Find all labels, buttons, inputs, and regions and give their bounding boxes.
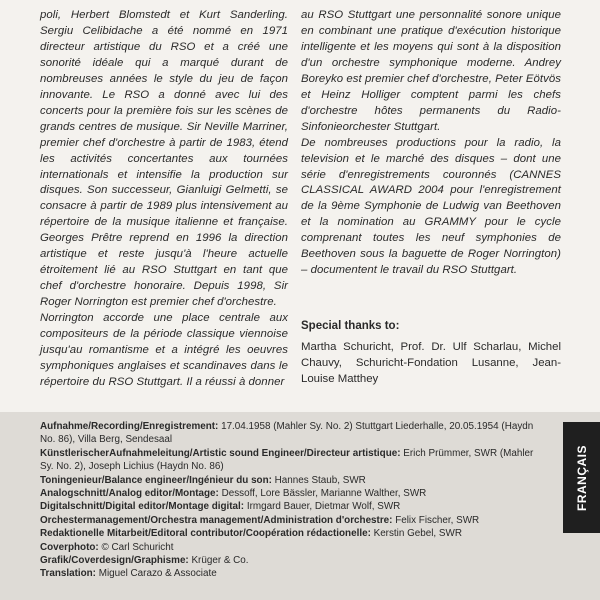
credit-label: KünstlerischerAufnahmeleitung/Artistic sound Engineer/Directeur artistique: (40, 447, 401, 459)
credit-value: © Carl Schuricht (98, 541, 174, 553)
special-thanks-text: Martha Schuricht, Prof. Dr. Ulf Scharlau, Michel Chauvy, Schuricht-Fondation Lusanne, Jean-Louise Matthey (301, 340, 561, 385)
credit-value: Felix Fischer, SWR (392, 514, 480, 526)
credit-line (40, 567, 540, 580)
credit-label: Orchestermanagement/Orchestra management/Administration d'orchestre: (40, 514, 393, 526)
credit-value: Erich Prümmer, SWR (Mahler Sy. No. 2), Joseph Lichius (Haydn No. 86) (40, 447, 534, 473)
language-tab (563, 422, 600, 533)
left-text-column (40, 8, 288, 391)
credit-value: Miguel Carazo & Associate (95, 568, 217, 580)
body-paragraph: Norrington accorde une place centrale aux compositeurs de la période classique viennoise jusqu'au romantisme et a intégré les oeuvres symphoniques anglaises et scandinaves dans le répertoire du RSO Stuttgart. Il a réussi à donner (40, 312, 288, 388)
credit-line (40, 500, 540, 513)
credit-line (40, 420, 540, 447)
credit-label: Aufnahme/Recording/Enregistrement: (40, 421, 219, 432)
credit-value: Hannes Staub, SWR (271, 474, 366, 486)
body-paragraph: De nombreuses productions pour la radio, la television et le marché des disques – dont une série d'enregistrements couronnés (CANNES CLASSICAL AWARD 2004 pour l'enregistrement de la 9ème Symphonie de Ludwig van Beethoven et la nomination au GRAMMY pour le cycle comprenant toutes les neuf symphonies de Beethoven sous la baguette de Roger Norrington) – documentent le travail du RSO Stuttgart. (301, 136, 561, 277)
credit-label: Digitalschnitt/Digital editor/Montage digital: (40, 501, 245, 513)
credit-line (40, 514, 540, 527)
credit-value: Kerstin Gebel, SWR (370, 528, 462, 540)
body-paragraph: au RSO Stuttgart une personnalité sonore unique en combinant une pratique d'exécution historique intelligente et les moyens qui sont à la disposition d'un orchestre symphonique moderne. Andrey Boreyko est premier chef d'orchestre, Peter Eötvös et Heinz Holliger comptent parmi les chefs d'orchestre hôtes permanents du Radio-Sinfonieorchester Stuttgart. (301, 9, 561, 133)
credit-label: Toningenieur/Balance engineer/Ingénieur du son: (40, 474, 272, 486)
credit-line (40, 527, 540, 540)
language-tab-label: FRANÇAIS (574, 444, 589, 511)
credit-line (40, 447, 540, 474)
credit-value: 17.04.1958 (Mahler Sy. No. 2) Stuttgart Liederhalle, 20.05.1954 (Haydn No. 86), Villa Berg, Sendesaal (40, 421, 534, 446)
credit-value: Irmgard Bauer, Dietmar Wolf, SWR (244, 501, 401, 513)
credit-label: Redaktionelle Mitarbeit/Editoral contributor/Coopération rédactionelle: (40, 528, 371, 540)
credit-line (40, 541, 540, 554)
body-paragraph: poli, Herbert Blomstedt et Kurt Sanderling. Sergiu Celibidache a été nommé en 1971 directeur artistique du RSO et a créé une sonorité idéale qui a marqué durant de nombreuses années le style du jeu de façon innovante. Le RSO a donné avec lui des concerts pour la première fois sur les scènes de grands centres de musique. Sir Neville Marriner, premier chef d'orchestre à partir de 1983, étend les activités concertantes aux tournées internationals et intensifie la production sur disques. Son successeur, Gianluigi Gelmetti, se consacre à partir de 1989 plus intensivement au répertoire de la musique italienne et française. Georges Prêtre reprend en 1996 la direction artistique et reste jusqu'à l'heure actuelle étroitement lié au RSO Stuttgart en tant que chef d'orchestre honoraire. Depuis 1998, Sir Roger Norrington est premier chef d'orchestre. (40, 9, 288, 309)
credits-panel (0, 412, 600, 600)
credit-line (40, 474, 540, 487)
credit-line (40, 554, 540, 567)
credit-label: Translation: (40, 568, 96, 580)
credit-label: Analogschnitt/Analog editor/Montage: (40, 488, 219, 500)
credit-value: Dessoff, Lore Bässler, Marianne Walther, SWR (218, 488, 427, 500)
credit-label: Coverphoto: (40, 541, 99, 553)
special-thanks-section (301, 319, 561, 388)
special-thanks-heading: Special thanks to: (301, 320, 400, 332)
credit-label: Grafik/Coverdesign/Graphisme: (40, 555, 189, 567)
credit-value: Krüger & Co. (188, 555, 249, 567)
credit-line (40, 487, 540, 500)
credits-list (40, 420, 540, 581)
right-text-column (301, 8, 561, 279)
